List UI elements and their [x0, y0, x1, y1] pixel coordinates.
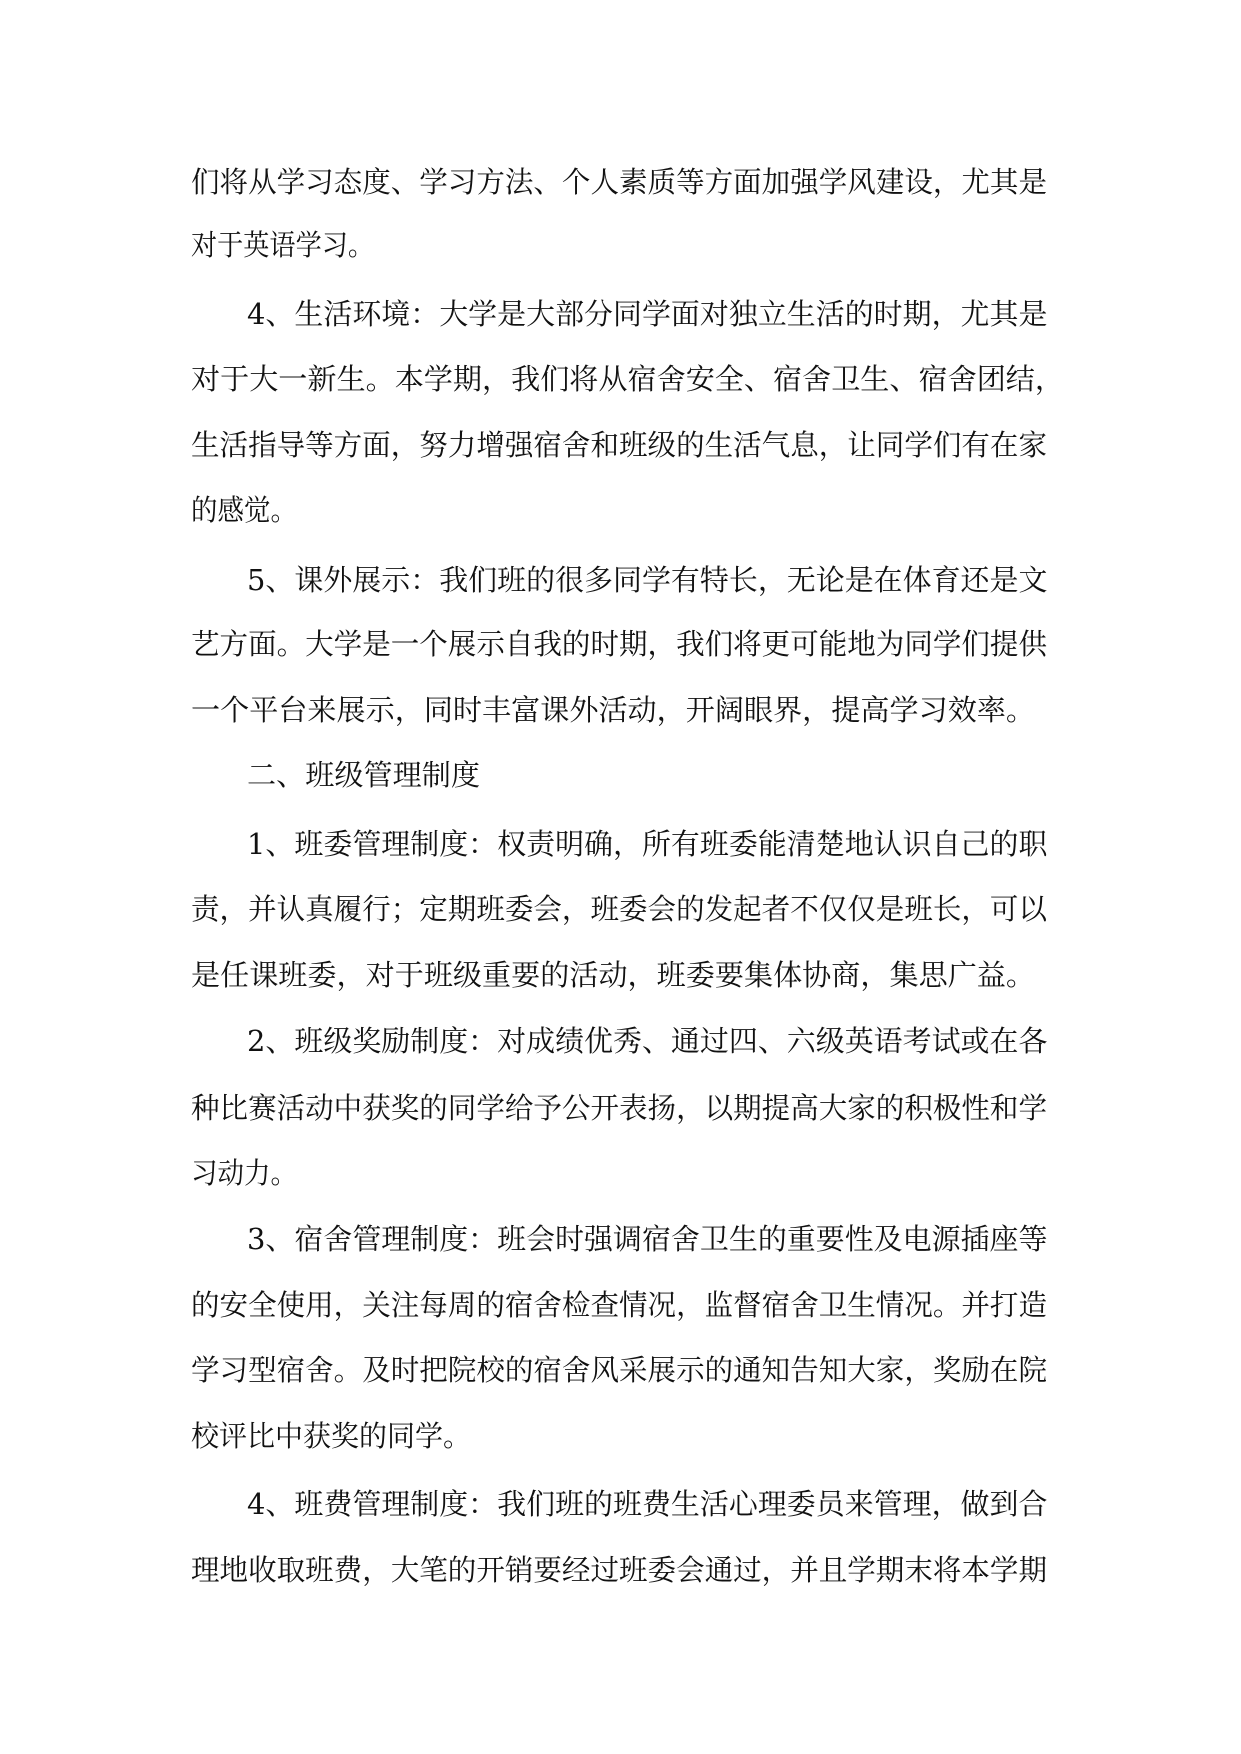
text-line: 对于英语学习。	[191, 228, 375, 262]
section-heading: 二、班级管理制度	[247, 758, 481, 792]
text-line: 艺方面。大学是一个展示自我的时期，我们将更可能地为同学们提供	[191, 627, 1048, 661]
text-line: 是任课班委，对于班级重要的活动，班委要集体协商，集思广益。	[191, 958, 1036, 992]
text-line: 校评比中获奖的同学。	[191, 1419, 472, 1453]
text-line: 理地收取班费，大笔的开销要经过班委会通过，并且学期末将本学期	[191, 1553, 1048, 1587]
text-line: 2、班级奖励制度：对成绩优秀、通过四、六级英语考试或在各	[247, 1024, 1048, 1058]
text-line: 4、班费管理制度：我们班的班费生活心理委员来管理，做到合	[247, 1487, 1048, 1521]
text-line: 责，并认真履行；定期班委会，班委会的发起者不仅仅是班长，可以	[191, 892, 1048, 926]
text-line: 5、课外展示：我们班的很多同学有特长，无论是在体育还是文	[247, 563, 1048, 597]
text-line: 一个平台来展示，同时丰富课外活动，开阔眼界，提高学习效率。	[191, 693, 1036, 727]
text-line: 习动力。	[191, 1156, 298, 1190]
text-line: 学习型宿舍。及时把院校的宿舍风采展示的通知告知大家，奖励在院	[191, 1353, 1048, 1387]
text-line: 种比赛活动中获奖的同学给予公开表扬，以期提高大家的积极性和学	[191, 1091, 1048, 1125]
text-line: 的感觉。	[191, 493, 298, 527]
text-line: 生活指导等方面，努力增强宿舍和班级的生活气息，让同学们有在家	[191, 428, 1048, 462]
text-line: 的安全使用，关注每周的宿舍检查情况，监督宿舍卫生情况。并打造	[191, 1288, 1048, 1322]
text-line: 4、生活环境：大学是大部分同学面对独立生活的时期，尤其是	[247, 297, 1048, 331]
text-line: 们将从学习态度、学习方法、个人素质等方面加强学风建设，尤其是	[191, 165, 1048, 199]
text-line: 对于大一新生。本学期，我们将从宿舍安全、宿舍卫生、宿舍团结，	[191, 362, 1065, 396]
text-line: 1、班委管理制度：权责明确，所有班委能清楚地认识自己的职	[247, 827, 1048, 861]
text-line: 3、宿舍管理制度：班会时强调宿舍卫生的重要性及电源插座等	[247, 1222, 1048, 1256]
